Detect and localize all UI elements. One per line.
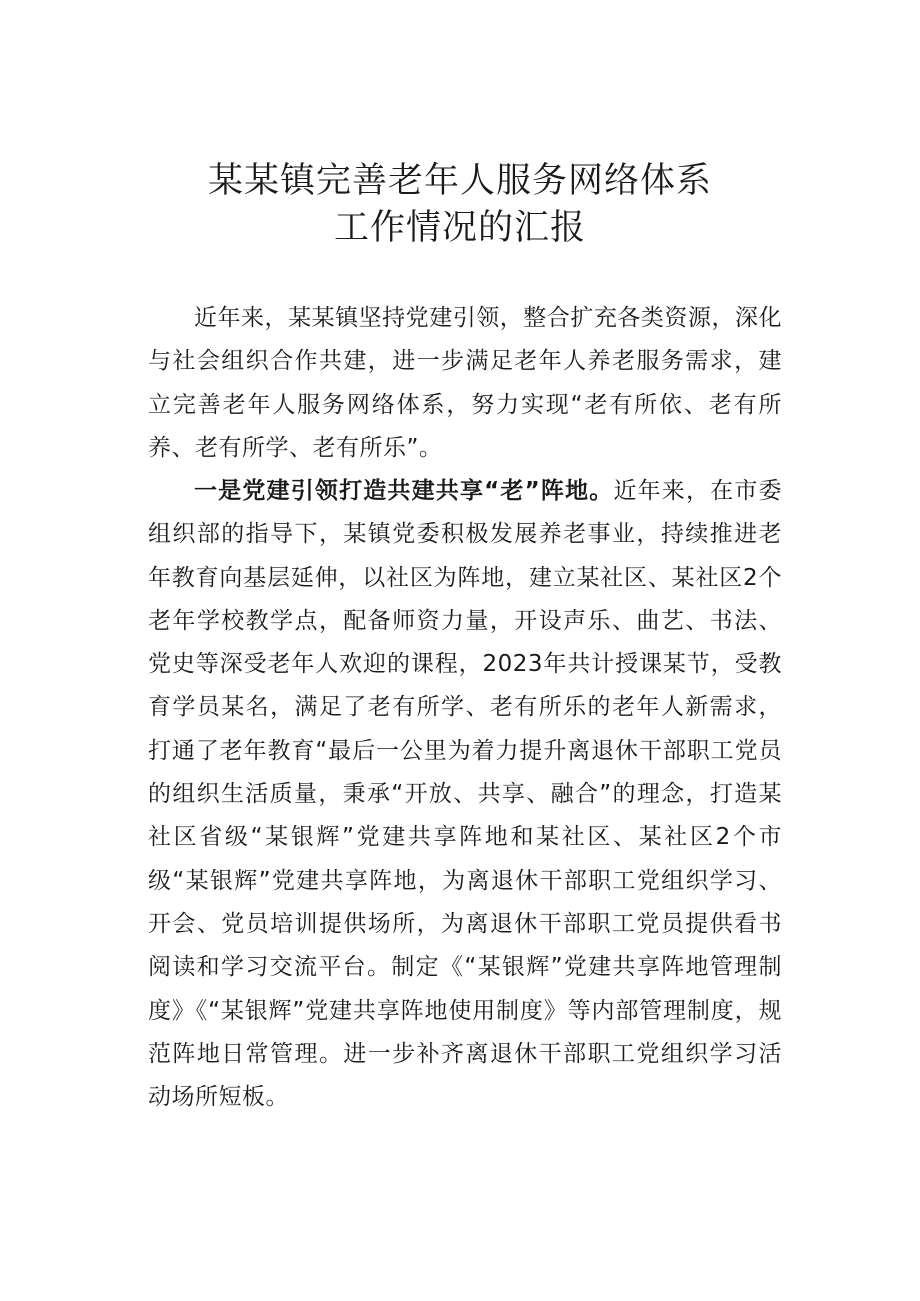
section-1-body: 近年来，在市委组织部的指导下，某镇党委积极发展养老事业，持续推进老年教育向基层延伸，以社区为阵地，建立某社区、某社区2个老年学校教学点，配备师资力量，开设声乐、曲艺、书法、党史等深受老年人欢迎的课程，2023年共计授课某节，受教育学员某名，满足了老有所学、老有所乐的老年人新需求，打通了老年教育“最后一公里为着力提升离退休干部职工党员的组织生活质量，秉承“开放、共享、融合”的理念，打造某社区省级“某银辉”党建共享阵地和某社区、某社区2个市级“某银辉”党建共享阵地，为离退休干部职工党组织学习、开会、党员培训提供场所，为离退休干部职工党员提供看书阅读和学习交流平台。制定《“某银辉”党建共享阵地管理制度》《“某银辉”党建共享阵地使用制度》等内部管理制度，规范阵地日常管理。进一步补齐离退休干部职工党组织学习活动场所短板。	[148, 478, 783, 1111]
document-title-line-2: 工作情况的汇报	[333, 208, 586, 248]
paragraph-intro: 近年来，某某镇坚持党建引领，整合扩充各类资源，深化与社会组织合作共建，进一步满足老年人养老服务需求，建立完善老年人服务网络体系，努力实现“老有所依、老有所养、老有所学、老有所乐”。	[148, 305, 782, 461]
document-title-line-1: 某某镇完善老年人服务网络体系	[207, 161, 712, 201]
section-1-heading: 一是党建引领打造共建共享“老”阵地。	[194, 478, 614, 504]
paragraph-section-1	[148, 470, 782, 1119]
